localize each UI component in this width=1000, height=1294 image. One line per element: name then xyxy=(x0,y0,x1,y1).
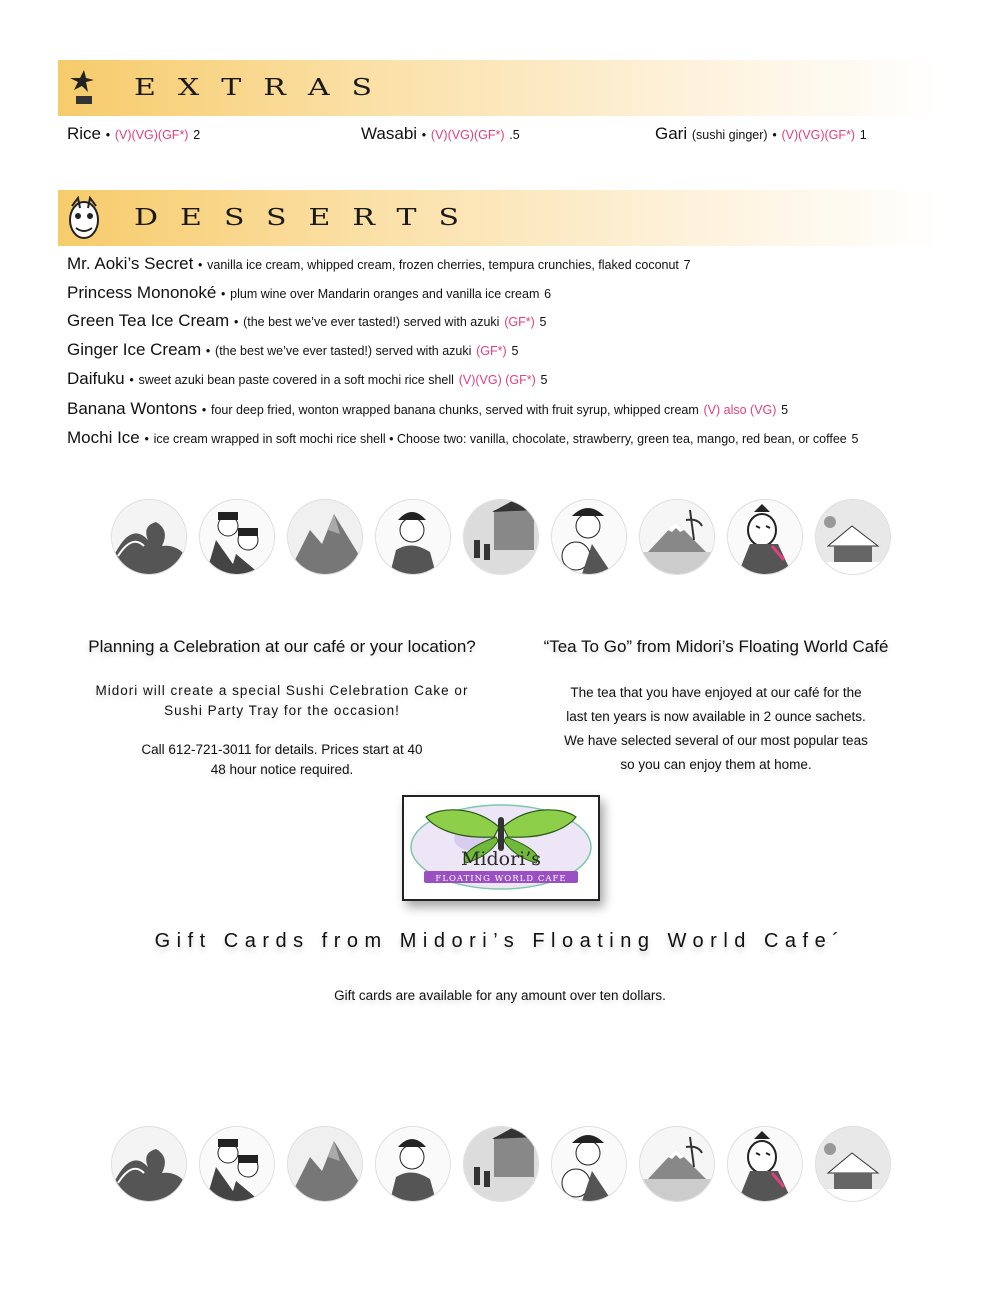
great-wave-icon xyxy=(112,1127,186,1201)
illustration-row-bottom xyxy=(112,1127,892,1217)
dessert-item: Daifuku • sweet azuki bean paste covered in a soft mochi rice shell (V)(VG) (GF*) 5 xyxy=(67,369,548,388)
snow-house-icon xyxy=(816,1127,890,1201)
extras-heading: EXTRAS xyxy=(134,73,395,102)
dessert-price: 5 xyxy=(539,315,547,329)
dessert-name: Princess Mononoké xyxy=(67,283,217,302)
extras-item-gari: Gari (sushi ginger) • (V)(VG)(GF*) 1 xyxy=(655,124,867,143)
geisha-fan-icon xyxy=(552,500,626,574)
mount-fuji-icon xyxy=(640,500,714,574)
dessert-item: Mochi Ice • ice cream wrapped in soft mochi rice shell • Choose two: vanilla, chocolate, strawberry, green tea, mango, red bean, or coffee 5 xyxy=(67,428,859,447)
desserts-heading: DESSERTS xyxy=(134,203,482,232)
samurai-icon xyxy=(728,500,802,574)
dessert-tags: (V)(VG) (GF*) xyxy=(458,373,536,387)
dessert-description: ice cream wrapped in soft mochi rice shell • Choose two: vanilla, chocolate, strawberry, green tea, mango, red bean, or coffee xyxy=(153,432,847,446)
dessert-name: Mr. Aoki’s Secret xyxy=(67,254,194,273)
village-icon xyxy=(464,500,538,574)
dessert-description: (the best we’ve ever tasted!) served with azuki xyxy=(215,344,472,358)
gift-cards-note: Gift cards are available for any amount over ten dollars. xyxy=(334,988,666,1003)
dessert-price: 5 xyxy=(511,344,519,358)
geisha-icon xyxy=(376,1127,450,1201)
dessert-description: four deep fried, wonton wrapped banana chunks, served with fruit syrup, whipped cream xyxy=(210,403,699,417)
geisha-icon xyxy=(376,500,450,574)
village-icon xyxy=(464,1127,538,1201)
dessert-description: plum wine over Mandarin oranges and vanilla ice cream xyxy=(230,287,540,301)
dessert-name: Mochi Ice xyxy=(67,428,140,447)
tea-heading: “Tea To Go” from Midori’s Floating World Café xyxy=(543,637,889,656)
logo-name: Midori’s xyxy=(460,848,542,870)
dessert-name: Banana Wontons xyxy=(67,399,198,418)
demon-mask-icon xyxy=(64,196,104,240)
geisha-pair-icon xyxy=(200,500,274,574)
dessert-name: Daifuku xyxy=(67,369,125,388)
dessert-tags: (GF*) xyxy=(504,315,535,329)
dessert-item: Banana Wontons • four deep fried, wonton wrapped banana chunks, served with fruit syrup, whipped cream (V) also (VG) 5 xyxy=(67,399,789,418)
desserts-banner xyxy=(58,190,940,246)
butterfly-logo-icon xyxy=(404,797,598,899)
dessert-description: sweet azuki bean paste covered in a soft mochi rice shell xyxy=(138,373,454,387)
dessert-tags: (V) also (VG) xyxy=(703,403,777,417)
mountain-icon xyxy=(288,1127,362,1201)
dessert-price: 5 xyxy=(781,403,789,417)
geisha-fan-icon xyxy=(552,1127,626,1201)
midoris-logo xyxy=(402,795,600,901)
dessert-name: Ginger Ice Cream xyxy=(67,340,202,359)
geisha-pair-icon xyxy=(200,1127,274,1201)
great-wave-icon xyxy=(112,500,186,574)
dessert-price: 5 xyxy=(540,373,548,387)
celebration-heading: Planning a Celebration at our café or your location? xyxy=(88,637,476,656)
tea-text: The tea that you have enjoyed at our café for the last ten years is now available in 2 ounce sachets. We have selected several of our most popular teas so you can enjoy them at home. xyxy=(564,685,868,772)
dessert-price: 5 xyxy=(851,432,859,446)
logo-subtitle: FLOATING WORLD CAFE xyxy=(435,874,567,884)
dessert-price: 6 xyxy=(544,287,552,301)
dessert-description: (the best we’ve ever tasted!) served with azuki xyxy=(243,315,500,329)
celebration-text: Midori will create a special Sushi Celebration Cake or Sushi Party Tray for the occasion! xyxy=(95,683,469,718)
dessert-description: vanilla ice cream, whipped cream, frozen cherries, tempura crunchies, flaked coconut xyxy=(207,258,679,272)
dessert-item: Mr. Aoki’s Secret • vanilla ice cream, whipped cream, frozen cherries, tempura crunchies, flaked coconut 7 xyxy=(67,254,691,273)
celebration-contact: Call 612-721-3011 for details. Prices start at 40 48 hour notice required. xyxy=(141,742,423,777)
samurai-icon xyxy=(728,1127,802,1201)
mountain-icon xyxy=(288,500,362,574)
dessert-name: Green Tea Ice Cream xyxy=(67,311,230,330)
extras-banner xyxy=(58,60,940,116)
extras-item-rice: Rice • (V)(VG)(GF*) 2 xyxy=(67,124,201,143)
dessert-item: Ginger Ice Cream • (the best we’ve ever tasted!) served with azuki (GF*) 5 xyxy=(67,340,519,359)
dessert-tags: (GF*) xyxy=(476,344,507,358)
samurai-rider-icon xyxy=(64,66,104,110)
dessert-item: Green Tea Ice Cream • (the best we’ve ever tasted!) served with azuki (GF*) 5 xyxy=(67,311,547,330)
mount-fuji-icon xyxy=(640,1127,714,1201)
extras-item-wasabi: Wasabi • (V)(VG)(GF*) .5 xyxy=(361,124,520,143)
dessert-price: 7 xyxy=(683,258,691,272)
snow-house-icon xyxy=(816,500,890,574)
dessert-item: Princess Mononoké • plum wine over Mandarin oranges and vanilla ice cream 6 xyxy=(67,283,552,302)
illustration-row-top xyxy=(112,500,892,590)
gift-cards-heading: Gift Cards from Midori’s Floating World Cafe´ xyxy=(154,930,846,952)
